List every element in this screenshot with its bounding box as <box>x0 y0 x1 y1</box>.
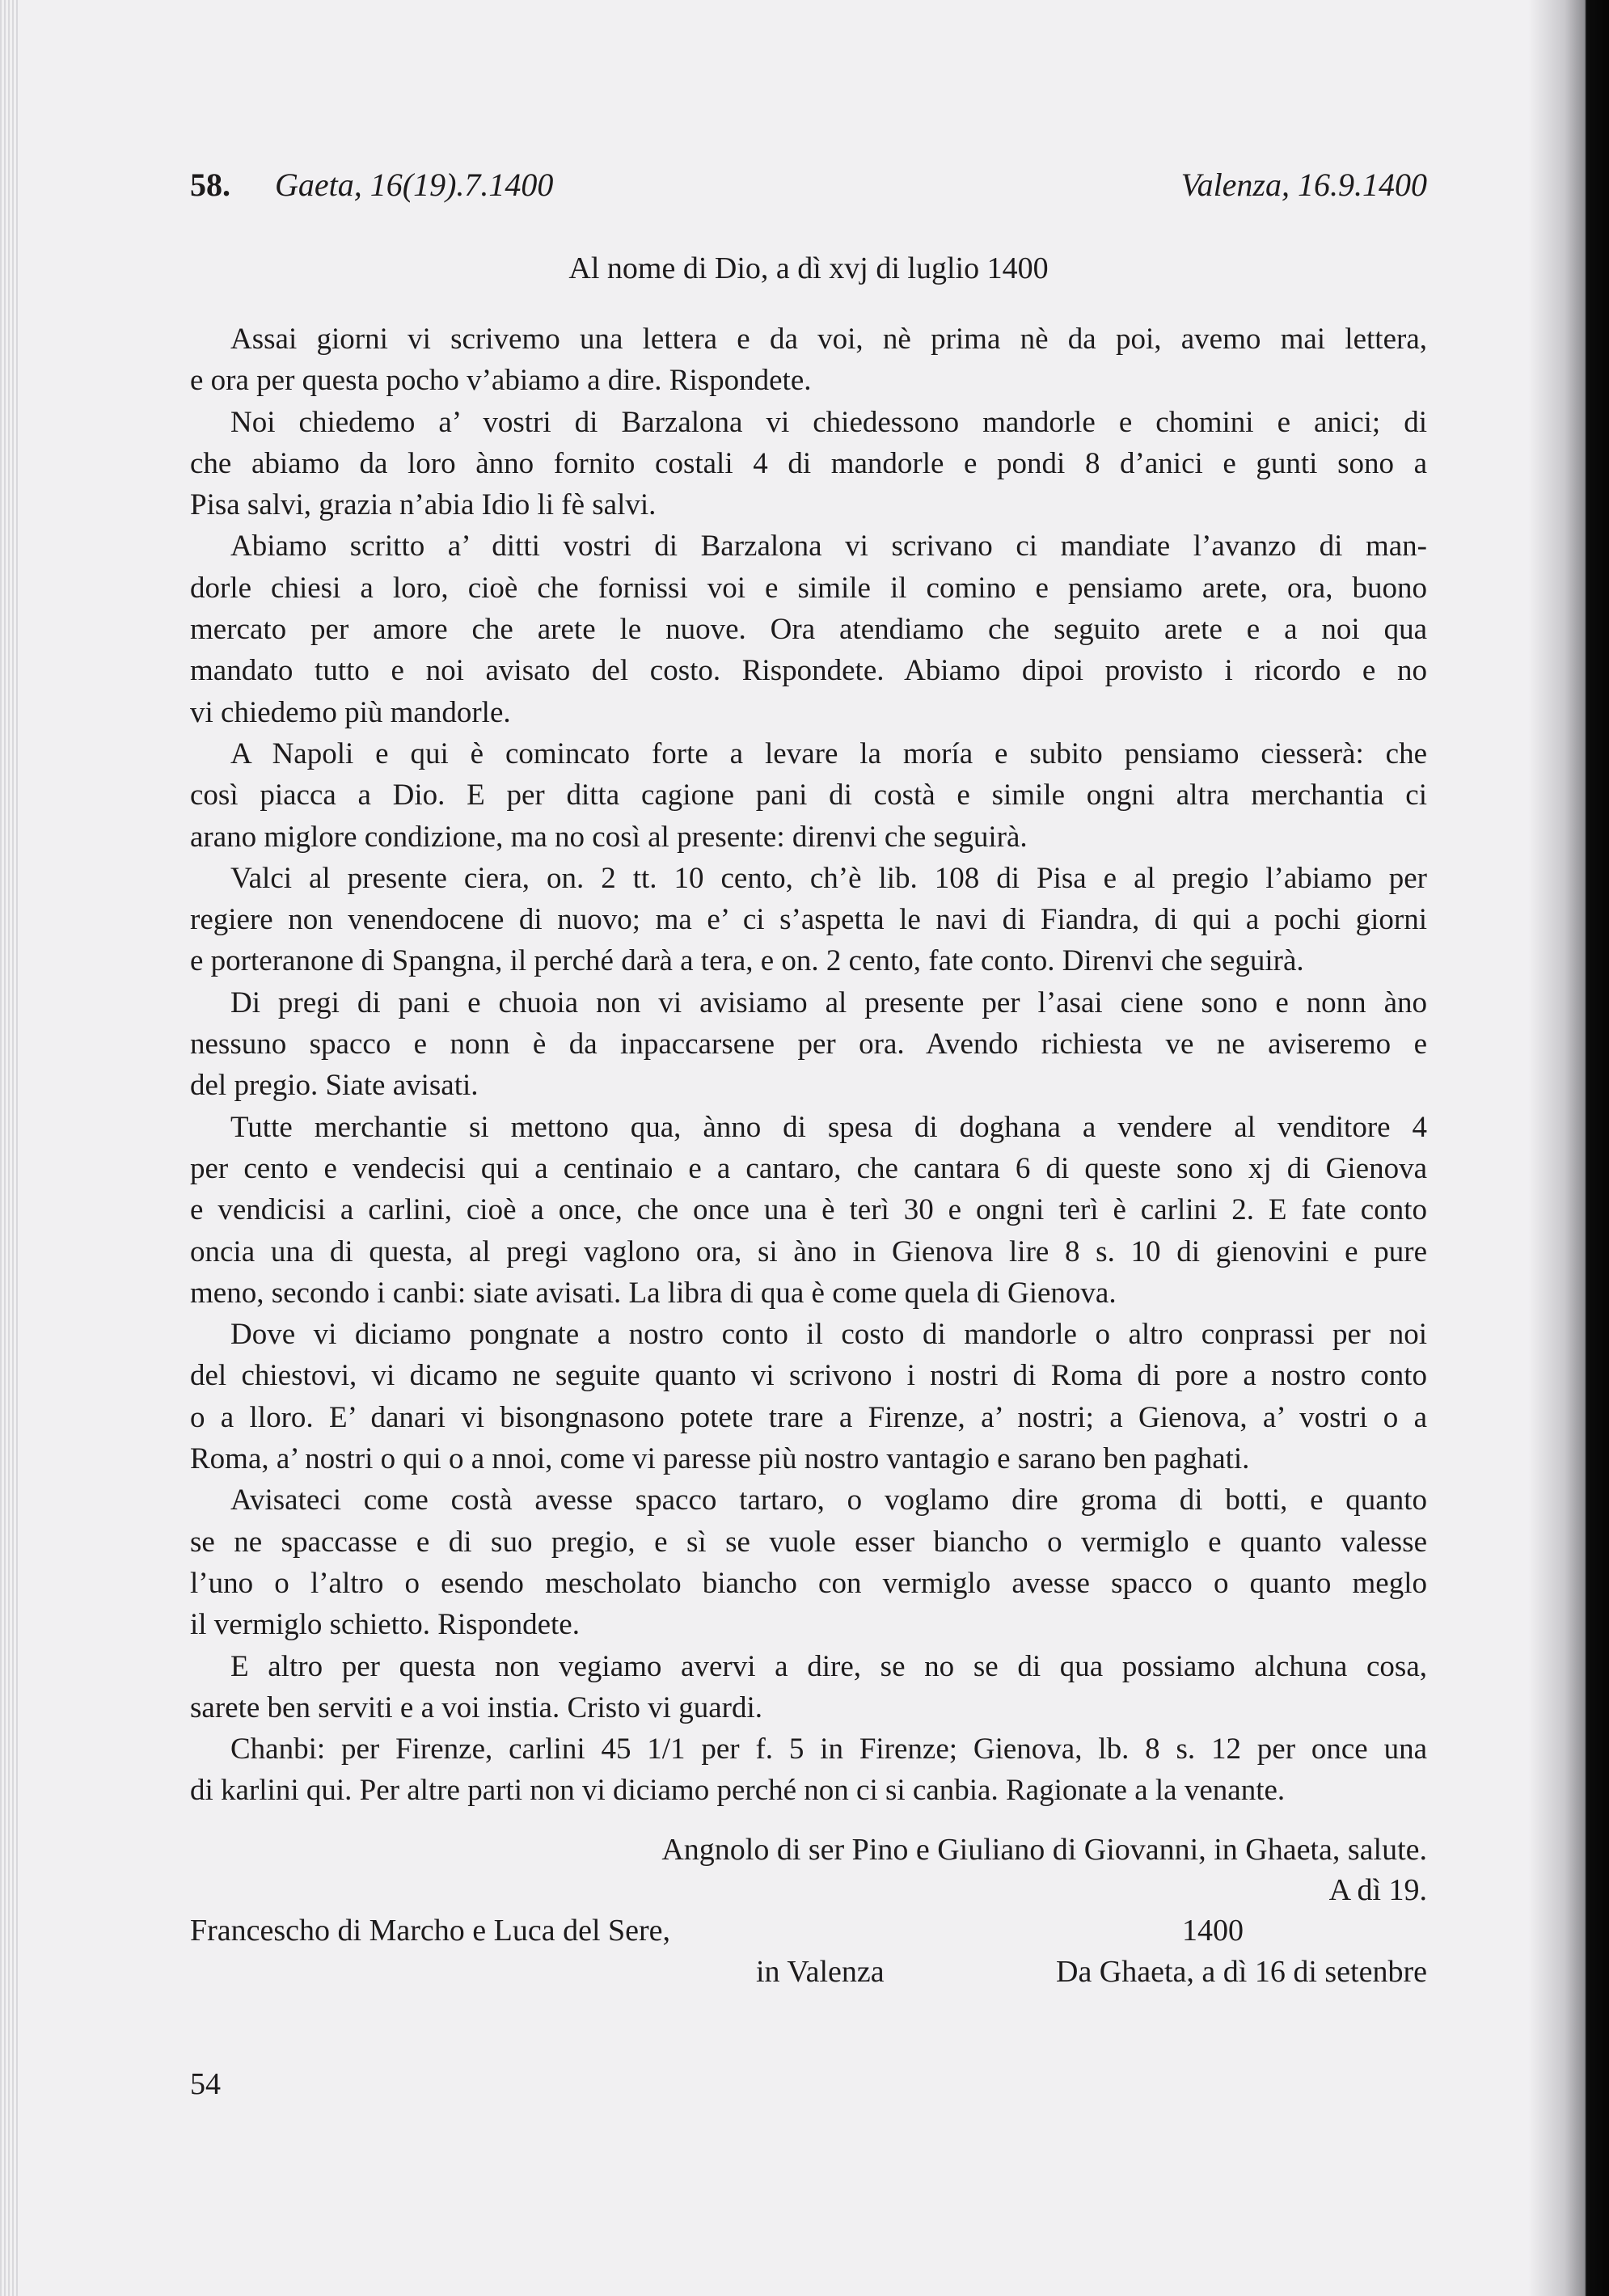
page-edge-shadow <box>1528 0 1609 2296</box>
paragraph <box>190 1479 1427 1645</box>
paragraph <box>190 319 1427 402</box>
text-line: del chiestovi, vi dicamo ne seguite quanto vi scrivono i nostri di Roma di pore a nostro conto <box>190 1359 1427 1393</box>
paragraph <box>190 525 1427 732</box>
text-line: dorle chiesi a loro, cioè che fornissi voi e simile il comino e pensiamo arete, ora, buono <box>190 571 1427 605</box>
text-line: e vendicisi a carlini, cioè a once, che once una è terì 30 e ongni terì è carlini 2. E fate conto <box>190 1193 1427 1227</box>
signature-date: A dì 19. <box>1328 1873 1427 1907</box>
text-line: Roma, a’ nostri o qui o a nnoi, come vi paresse più nostro vantagio e sarano ben paghati. <box>190 1442 1250 1476</box>
text-line: che abiamo da loro ànno fornito costali 4 di mandorle e pondi 8 d’anici e gunti sono a <box>190 446 1427 480</box>
text-line: Noi chiedemo a’ vostri di Barzalona vi chiedessono mandorle e chomini e anici; di <box>230 405 1427 439</box>
text-line: Pisa salvi, grazia n’abia Idio li fè salvi. <box>190 488 657 522</box>
paragraph <box>190 1107 1427 1314</box>
signature: Angnolo di ser Pino e Giuliano di Giovanni, in Ghaeta, salute. <box>661 1833 1427 1867</box>
letter-header <box>190 166 1427 206</box>
text-line: arano miglore condizione, ma no così al presente: direnvi che seguirà. <box>190 820 1028 854</box>
text-line: Dove vi diciamo pongnate a nostro conto il costo di mandorle o altro conprassi per noi <box>230 1318 1427 1352</box>
letter-body <box>190 319 1427 1812</box>
text-line: e ora per questa pocho v’abiamo a dire. Rispondete. <box>190 364 812 398</box>
text-line: l’uno o l’altro o esendo mescholato biancho con vermiglo avesse spacco o quanto meglo <box>190 1566 1427 1600</box>
text-line: E altro per questa non vegiamo avervi a dire, se no se di qua possiamo alchuna cosa, <box>230 1649 1427 1683</box>
text-line: vi chiedemo più mandorle. <box>190 695 511 729</box>
paragraph <box>190 1728 1427 1812</box>
address-place: in Valenza <box>756 1955 885 1989</box>
text-line: Di pregi di pani e chuoia non vi avisiamo al presente per l’asai ciene sono e nonn àno <box>230 986 1427 1019</box>
text-line: oncia una di questa, al pregi vaglono ora, si àno in Gienova lire 8 s. 10 di gienovini e pure <box>190 1235 1427 1268</box>
text-line: di karlini qui. Per altre parti non vi diciamo perché non ci si canbia. Ragionate a la venante. <box>190 1774 1286 1808</box>
letter-number: 58. <box>190 167 230 203</box>
text-line: Chanbi: per Firenze, carlini 45 1/1 per f. 5 in Firenze; Gienova, lb. 8 s. 12 per once una <box>230 1733 1427 1766</box>
text-line: mercato per amore che arete le nuove. Ora atendiamo che seguito arete e a noi qua <box>190 613 1427 647</box>
text-line: per cento e vendecisi qui a centinaio e a cantaro, che cantara 6 di queste sono xj di Gienova <box>190 1151 1427 1185</box>
book-gutter <box>0 0 18 2296</box>
text-line: nessuno spacco e nonn è da inpaccarsene per ora. Avendo richiesta ve ne aviseremo e <box>190 1028 1427 1061</box>
page-number: 54 <box>190 2067 221 2101</box>
paragraph <box>190 858 1427 982</box>
text-line: Valci al presente ciera, on. 2 tt. 10 cento, ch’è lib. 108 di Pisa e al pregio l’abiamo per <box>230 861 1427 895</box>
text-line: se ne spaccasse e di suo pregio, e sì se vuole esser biancho o vermiglo e quanto valesse <box>190 1525 1427 1559</box>
text-line: Avisateci come costà avesse spacco tartaro, o voglamo dire groma di botti, e quanto <box>230 1484 1427 1517</box>
text-line: o a lloro. E’ danari vi bisongnasono potete trare a Firenze, a’ nostri; a Gienova, a’ vostri o a <box>190 1400 1427 1434</box>
text-line: mandato tutto e noi avisato del costo. Rispondete. Abiamo dipoi provisto i ricordo e no <box>190 654 1427 688</box>
letter-origin-date: Gaeta, 16(19).7.1400 <box>275 167 554 203</box>
letter-opening: Al nome di Dio, a dì xvj di luglio 1400 <box>568 251 1049 285</box>
text-line: sarete ben serviti e a voi instia. Cristo vi guardi. <box>190 1690 762 1724</box>
address-sent-date: Da Ghaeta, a dì 16 di setenbre <box>1056 1955 1427 1989</box>
text-line: Assai giorni vi scrivemo una lettera e da voi, nè prima nè da poi, avemo mai lettera, <box>230 323 1427 356</box>
text-line: e porteranone di Spangna, il perché darà a tera, e on. 2 cento, fate conto. Direnvi che seguirà. <box>190 944 1304 978</box>
text-line: il vermiglo schietto. Rispondete. <box>190 1608 580 1642</box>
letter-destination-date: Valenza, 16.9.1400 <box>1180 167 1427 203</box>
text-line: del pregio. Siate avisati. <box>190 1069 479 1103</box>
text-line: Tutte merchantie si mettono qua, ànno di spesa di doghana a vendere al venditore 4 <box>230 1110 1427 1144</box>
paragraph <box>190 1646 1427 1729</box>
text-line: Abiamo scritto a’ ditti vostri di Barzalona vi scrivano ci mandiate l’avanzo di man- <box>230 530 1427 563</box>
text-line: A Napoli e qui è comincato forte a levare la moría e subito pensiamo ciesserà: che <box>230 736 1427 770</box>
paragraph <box>190 733 1427 858</box>
paragraph <box>190 402 1427 526</box>
text-line: così piacca a Dio. E per ditta cagione pani di costà e simile ongni altra merchantia ci <box>190 779 1427 812</box>
address-recipient: Francescho di Marcho e Luca del Sere, <box>190 1914 671 1948</box>
paragraph <box>190 1314 1427 1479</box>
text-line: meno, secondo i canbi: siate avisati. La libra di qua è come quela di Gienova. <box>190 1276 1117 1310</box>
address-year: 1400 <box>1182 1914 1244 1948</box>
paragraph <box>190 982 1427 1107</box>
text-line: regiere non venendocene di nuovo; ma e’ ci s’aspetta le navi di Fiandra, di qui a pochi giorni <box>190 903 1427 937</box>
